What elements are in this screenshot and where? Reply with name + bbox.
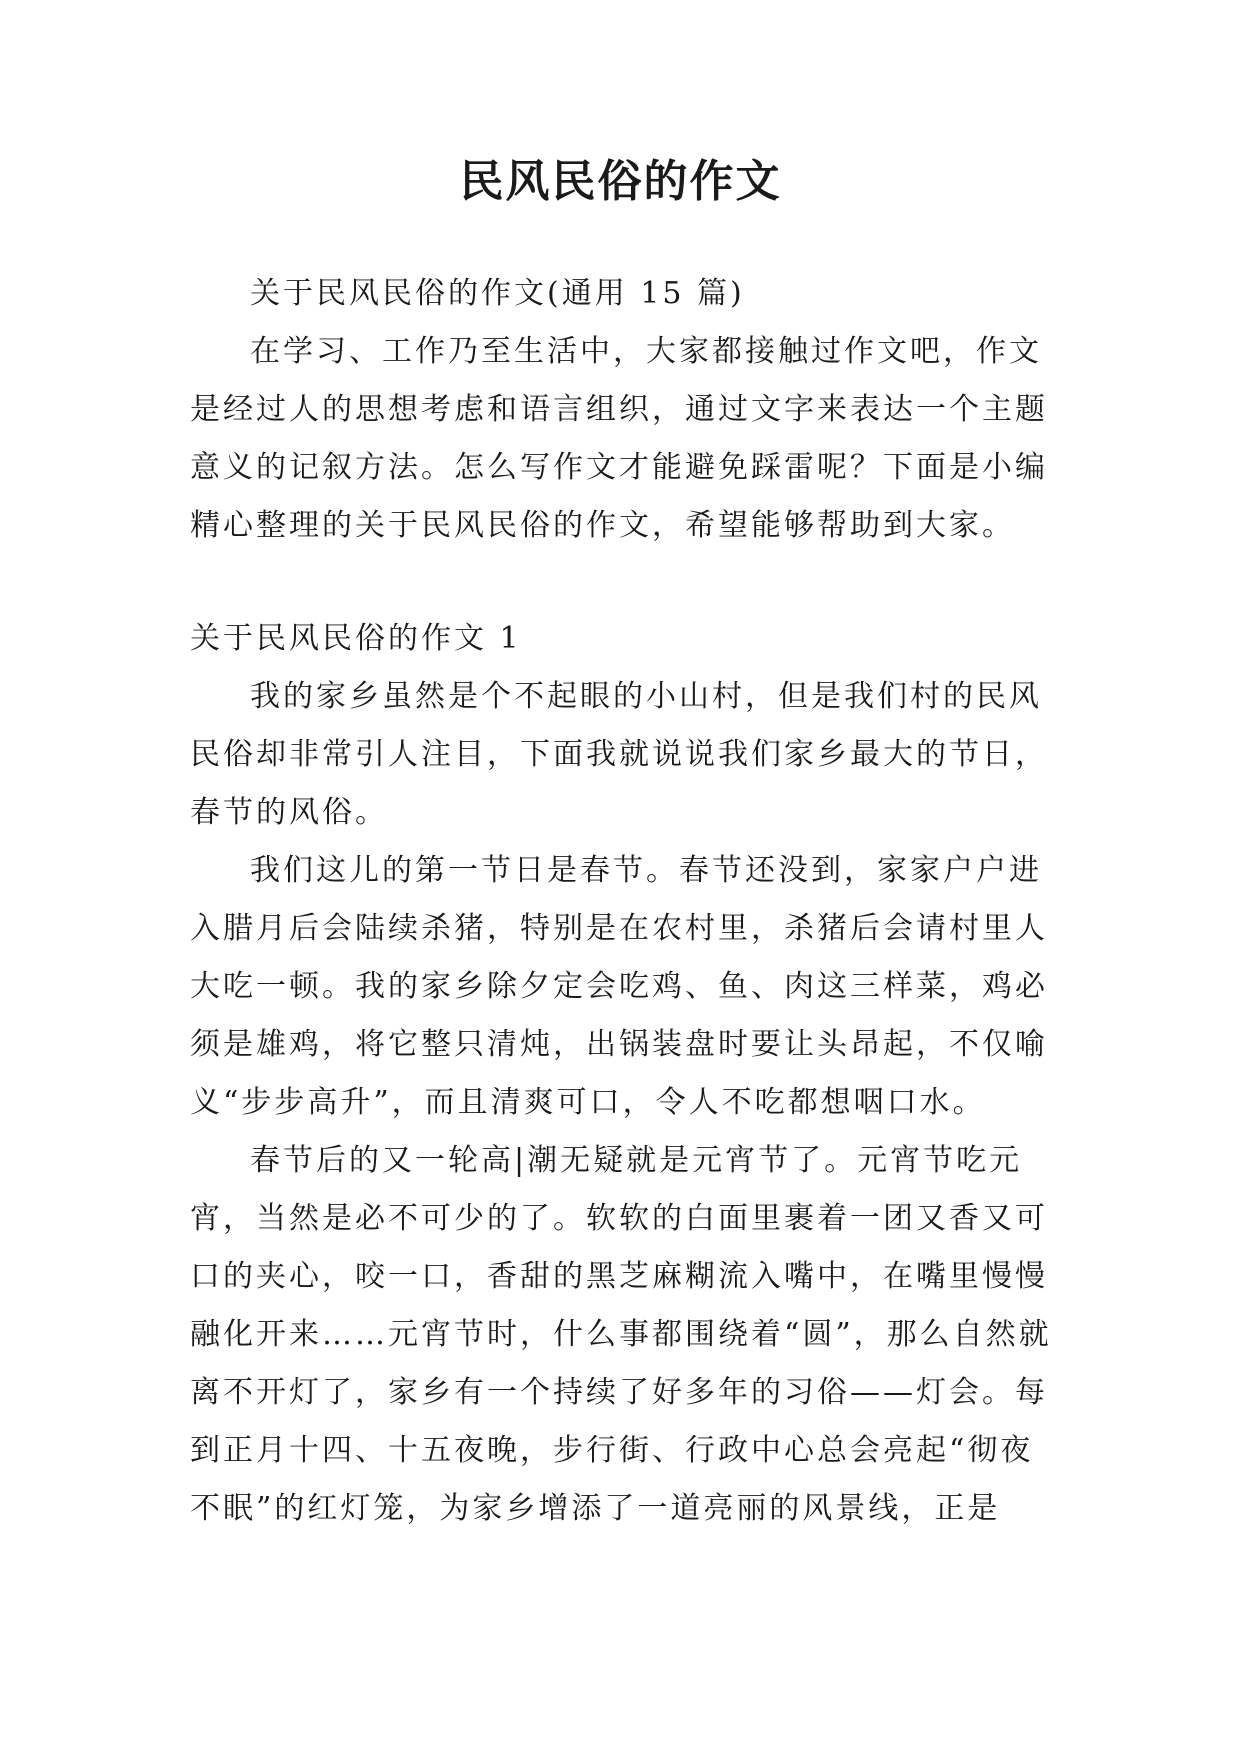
intro-paragraph: 在学习、工作乃至生活中，大家都接触过作文吧，作文是经过人的思想考虑和语言组织，通过文字来表达一个主题意义的记叙方法。怎么写作文才能避免踩雷呢？下面是小编精心整理的关于民风民俗的作文，希望能够帮助到大家。: [190, 334, 1048, 543]
section-1-paragraph-3: 春节后的又一轮高|潮无疑就是元宵节了。元宵节吃元宵，当然是必不可少的了。软软的白面里裹着一团又香又可口的夹心，咬一口，香甜的黑芝麻糊流入嘴中，在嘴里慢慢融化开来……元宵节时，什么事都围绕着“圆”，那么自然就离不开灯了，家乡有一个持续了好多年的习俗——灯会。每到正月十四、十五夜晚，步行街、行政中心总会亮起“彻夜不眠”的红灯笼，为家乡增添了一道亮丽的风景线，正是: [190, 1143, 1052, 1526]
section-1-paragraph-1: 我的家乡虽然是个不起眼的小山村，但是我们村的民风民俗却非常引人注目，下面我就说说我们家乡最大的节日，春节的风俗。: [190, 679, 1048, 830]
document-title: 民风民俗的作文: [459, 156, 782, 207]
section-1-heading: 关于民风民俗的作文 1: [190, 621, 522, 656]
section-1: [190, 610, 1052, 1538]
intro-block: [190, 265, 1052, 555]
intro-subtitle: 关于民风民俗的作文(通用 15 篇): [250, 276, 745, 311]
section-1-paragraph-2: 我们这儿的第一节日是春节。春节还没到，家家户户进入腊月后会陆续杀猪，特别是在农村里，杀猪后会请村里人大吃一顿。我的家乡除夕定会吃鸡、鱼、肉这三样菜，鸡必须是雄鸡，将它整只清炖，出锅装盘时要让头昂起，不仅喻义“步步高升”，而且清爽可口，令人不吃都想咽口水。: [190, 853, 1048, 1120]
